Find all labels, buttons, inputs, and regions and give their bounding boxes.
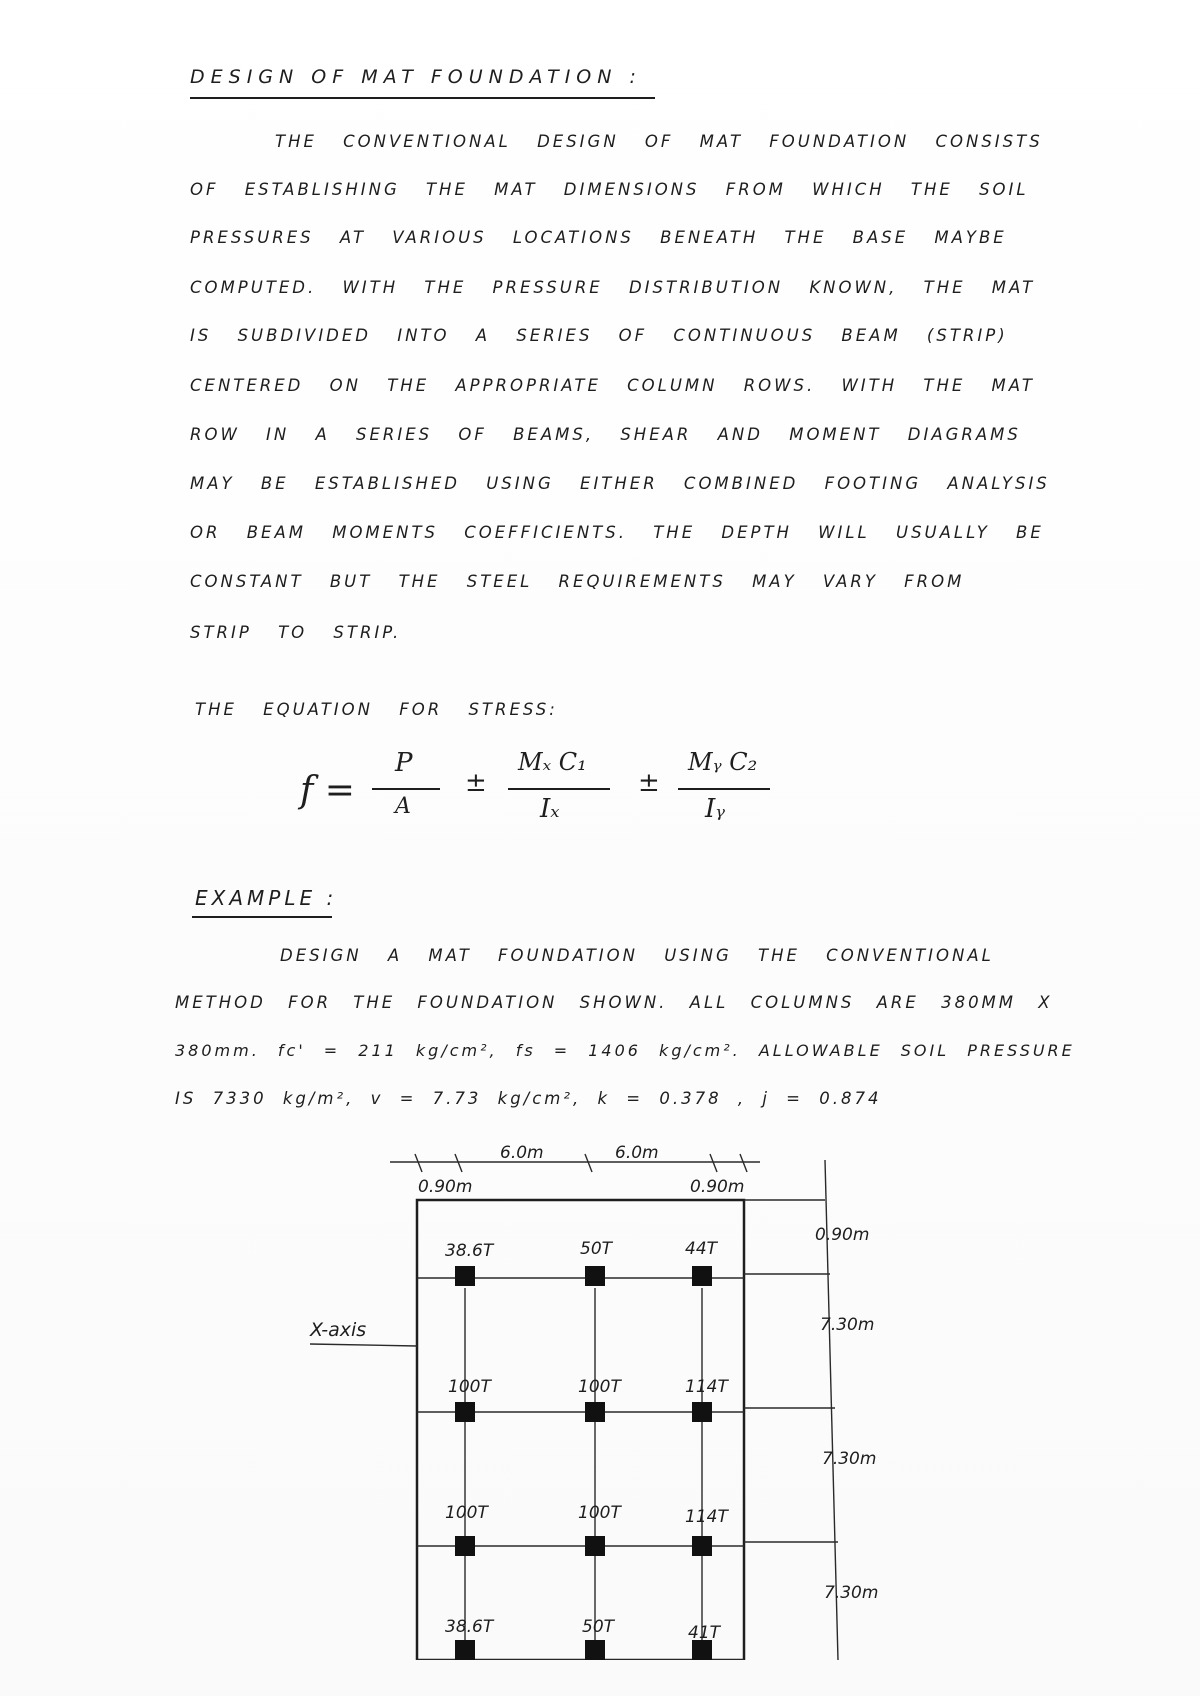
column-marker	[585, 1640, 605, 1660]
column-load: 50T	[582, 1617, 615, 1637]
term2-denominator: Iₓ	[540, 794, 560, 824]
dimension-tick	[740, 1154, 747, 1172]
column-load: 50T	[580, 1239, 613, 1259]
term1-fraction-bar	[372, 788, 440, 790]
paragraph-line: IS SUBDIVIDED INTO A SERIES OF CONTINUOUS BEAM (STRIP)	[190, 326, 1008, 345]
axis-label: X-axis	[310, 1319, 367, 1341]
column-load: 100T	[578, 1503, 621, 1523]
dim-label-right: 0.90m	[815, 1225, 870, 1245]
column-marker	[455, 1266, 475, 1286]
dimension-tick	[710, 1154, 717, 1172]
term2-numerator: Mₓ C₁	[518, 748, 587, 776]
column-load: 41T	[688, 1623, 721, 1643]
dim-label-top: 0.90m	[690, 1177, 745, 1197]
column-marker	[585, 1402, 605, 1422]
dim-label-right: 7.30m	[822, 1449, 877, 1469]
dim-label-top: 0.90m	[418, 1177, 473, 1197]
operator-plus-minus: ±	[638, 768, 660, 798]
column-marker	[692, 1402, 712, 1422]
example-line: 380mm. fc' = 211 kg/cm², fs = 1406 kg/cm². ALLOWABLE SOIL PRESSURE	[175, 1041, 1075, 1060]
paragraph-line: PRESSURES AT VARIOUS LOCATIONS BENEATH THE BASE MAYBE	[190, 228, 1007, 247]
paragraph-line: OR BEAM MOMENTS COEFFICIENTS. THE DEPTH WILL USUALLY BE	[190, 523, 1044, 542]
formula-lhs: f =	[300, 770, 355, 811]
paragraph-line: MAY BE ESTABLISHED USING EITHER COMBINED FOOTING ANALYSIS	[190, 474, 1050, 493]
paragraph-line: CONSTANT BUT THE STEEL REQUIREMENTS MAY VARY FROM	[190, 572, 965, 591]
column-load: 38.6T	[445, 1241, 494, 1261]
example-line: DESIGN A MAT FOUNDATION USING THE CONVENTIONAL	[280, 946, 994, 965]
column-marker	[692, 1536, 712, 1556]
column-marker	[455, 1536, 475, 1556]
column-marker	[692, 1266, 712, 1286]
dimension-tick	[455, 1154, 462, 1172]
example-line: METHOD FOR THE FOUNDATION SHOWN. ALL COLUMNS ARE 380MM X	[175, 993, 1053, 1012]
dim-label-right: 7.30m	[820, 1315, 875, 1335]
mat-foundation-plan	[290, 1140, 930, 1660]
column-marker	[455, 1402, 475, 1422]
paragraph-line: OF ESTABLISHING THE MAT DIMENSIONS FROM WHICH THE SOIL	[190, 180, 1029, 199]
page-title: DESIGN OF MAT FOUNDATION :	[190, 66, 642, 88]
x-axis-line	[310, 1344, 417, 1346]
paragraph-line: THE CONVENTIONAL DESIGN OF MAT FOUNDATION CONSISTS	[275, 132, 1043, 151]
dimension-tick	[415, 1154, 422, 1172]
title-underline	[190, 97, 655, 99]
term3-denominator: Iᵧ	[705, 794, 726, 824]
term3-fraction-bar	[678, 788, 770, 790]
example-heading-underline	[192, 916, 332, 918]
column-load: 100T	[448, 1377, 491, 1397]
equation-intro: THE EQUATION FOR STRESS:	[195, 700, 558, 719]
operator-plus-minus: ±	[465, 768, 487, 798]
dim-label-right: 7.30m	[824, 1583, 879, 1603]
example-heading: EXAMPLE :	[195, 886, 338, 910]
dim-label-top: 6.0m	[615, 1143, 659, 1163]
paragraph-line: STRIP TO STRIP.	[190, 623, 402, 642]
example-line: IS 7330 kg/m², v = 7.73 kg/cm², k = 0.378 , j = 0.874	[175, 1089, 882, 1108]
dim-label-top: 6.0m	[500, 1143, 544, 1163]
paragraph-line: COMPUTED. WITH THE PRESSURE DISTRIBUTION KNOWN, THE MAT	[190, 278, 1036, 297]
column-load: 100T	[578, 1377, 621, 1397]
column-marker	[692, 1640, 712, 1660]
dimension-tick	[585, 1154, 592, 1172]
column-marker	[455, 1640, 475, 1660]
column-load: 38.6T	[445, 1617, 494, 1637]
column-load: 114T	[685, 1507, 728, 1527]
column-load: 100T	[445, 1503, 488, 1523]
term1-denominator: A	[395, 794, 411, 819]
stress-equation	[300, 748, 770, 848]
column-load: 44T	[685, 1239, 718, 1259]
paragraph-line: ROW IN A SERIES OF BEAMS, SHEAR AND MOMENT DIAGRAMS	[190, 425, 1021, 444]
term3-numerator: Mᵧ C₂	[688, 748, 758, 776]
column-marker	[585, 1536, 605, 1556]
column-load: 114T	[685, 1377, 728, 1397]
column-marker	[585, 1266, 605, 1286]
paragraph-line: CENTERED ON THE APPROPRIATE COLUMN ROWS. WITH THE MAT	[190, 376, 1035, 395]
term1-numerator: P	[395, 748, 413, 778]
term2-fraction-bar	[508, 788, 610, 790]
